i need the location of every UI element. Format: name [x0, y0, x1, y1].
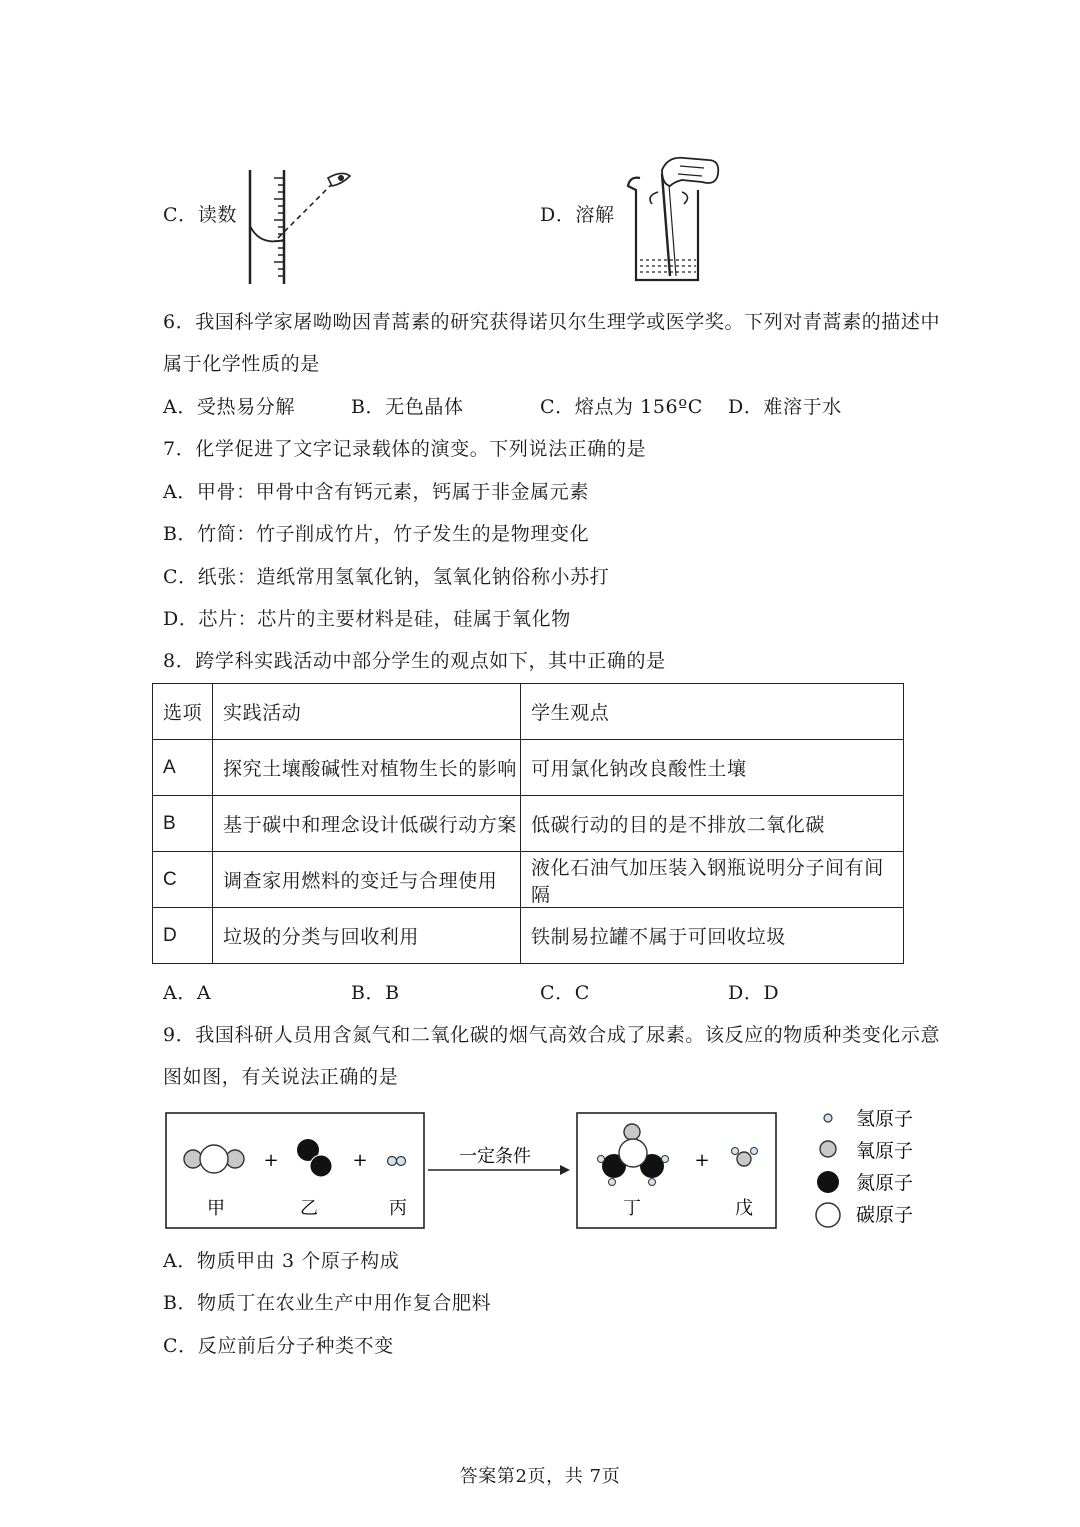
table-row — [153, 852, 904, 908]
table-cell: A — [153, 740, 213, 796]
q9-stem-line2: 图如图，有关说法正确的是 — [163, 1066, 399, 1088]
q8-table — [152, 683, 904, 964]
q8-stem: 8．跨学科实践活动中部分学生的观点如下，其中正确的是 — [163, 650, 666, 672]
table-row — [153, 740, 904, 796]
table-cell: 调查家用燃料的变迁与合理使用 — [213, 852, 521, 908]
label-jia: 甲 — [207, 1198, 225, 1219]
q7-option-c: C．纸张：造纸常用氢氧化钠，氢氧化钠俗称小苏打 — [163, 566, 610, 588]
q6-option-b: B．无色晶体 — [351, 396, 464, 418]
plus-sign: + — [694, 1150, 710, 1171]
q9-reaction-diagram — [160, 1104, 930, 1236]
label-wu: 戊 — [735, 1198, 753, 1219]
table-cell: C — [153, 852, 213, 908]
table-header-cell: 选项 — [153, 684, 213, 740]
table-cell: 基于碳中和理念设计低碳行动方案 — [213, 796, 521, 852]
table-header-cell: 学生观点 — [521, 684, 904, 740]
hydrogen-atom-icon — [824, 1114, 832, 1122]
table-header-row — [153, 684, 904, 740]
graduated-cylinder-reading-figure — [238, 160, 358, 288]
q6-option-c: C．熔点为 156ºC — [540, 396, 703, 418]
q8-option-d: D．D — [728, 982, 780, 1004]
plus-sign: + — [352, 1150, 368, 1171]
legend-hydrogen: 氢原子 — [856, 1108, 914, 1130]
arrow-head-icon — [560, 1165, 570, 1175]
q6-option-a: A．受热易分解 — [163, 396, 295, 418]
table-cell: D — [153, 908, 213, 964]
nitrogen-atom-icon — [817, 1171, 839, 1193]
table-cell: 铁制易拉罐不属于可回收垃圾 — [521, 908, 904, 964]
q9-stem-line1: 9．我国科研人员用含氮气和二氧化碳的烟气高效合成了尿素。该反应的物质种类变化示意 — [163, 1024, 941, 1046]
label-ding: 丁 — [623, 1198, 641, 1219]
reactant-box — [166, 1113, 424, 1228]
q9-option-a: A．物质甲由 3 个原子构成 — [163, 1250, 400, 1272]
table-row — [153, 796, 904, 852]
plus-sign: + — [263, 1150, 279, 1171]
q7-option-d: D．芯片：芯片的主要材料是硅，硅属于氧化物 — [163, 608, 571, 630]
q8-option-a: A．A — [163, 982, 212, 1004]
table-cell: B — [153, 796, 213, 852]
q6-option-d: D．难溶于水 — [728, 396, 842, 418]
page-footer: 答案第2页，共 7页 — [459, 1466, 621, 1487]
q7-option-b: B．竹简：竹子削成竹片，竹子发生的是物理变化 — [163, 523, 590, 545]
table-cell: 液化石油气加压装入钢瓶说明分子间有间隔 — [521, 852, 904, 908]
table-header-cell: 实践活动 — [213, 684, 521, 740]
q6-stem-line1: 6．我国科学家屠呦呦因青蒿素的研究获得诺贝尔生理学或医学奖。下列对青蒿素的描述中 — [163, 311, 941, 333]
table-cell: 垃圾的分类与回收利用 — [213, 908, 521, 964]
q9-option-b: B．物质丁在农业生产中用作复合肥料 — [163, 1292, 492, 1314]
q5-option-d: D．溶解 — [540, 204, 615, 226]
reaction-condition: 一定条件 — [459, 1146, 531, 1167]
legend-oxygen: 氧原子 — [856, 1140, 914, 1162]
label-bing: 丙 — [389, 1198, 407, 1219]
legend-carbon: 碳原子 — [856, 1204, 914, 1226]
q5-option-c: C．读数 — [163, 204, 237, 226]
legend-nitrogen: 氮原子 — [856, 1172, 914, 1194]
q9-option-c: C．反应前后分子种类不变 — [163, 1335, 394, 1357]
carbon-atom-icon — [816, 1203, 840, 1227]
oxygen-atom-icon — [820, 1141, 836, 1157]
q8-option-b: B．B — [351, 982, 400, 1004]
atom-legend — [816, 1108, 913, 1227]
beaker-dissolving-figure — [622, 152, 732, 286]
table-cell: 低碳行动的目的是不排放二氧化碳 — [521, 796, 904, 852]
table-row — [153, 908, 904, 964]
table-cell: 可用氯化钠改良酸性土壤 — [521, 740, 904, 796]
q7-stem: 7．化学促进了文字记录载体的演变。下列说法正确的是 — [163, 438, 647, 460]
q6-stem-line2: 属于化学性质的是 — [163, 353, 320, 375]
table-cell: 探究土壤酸碱性对植物生长的影响 — [213, 740, 521, 796]
q7-option-a: A．甲骨：甲骨中含有钙元素，钙属于非金属元素 — [163, 481, 589, 503]
q8-option-c: C．C — [540, 982, 590, 1004]
label-yi: 乙 — [300, 1198, 318, 1219]
